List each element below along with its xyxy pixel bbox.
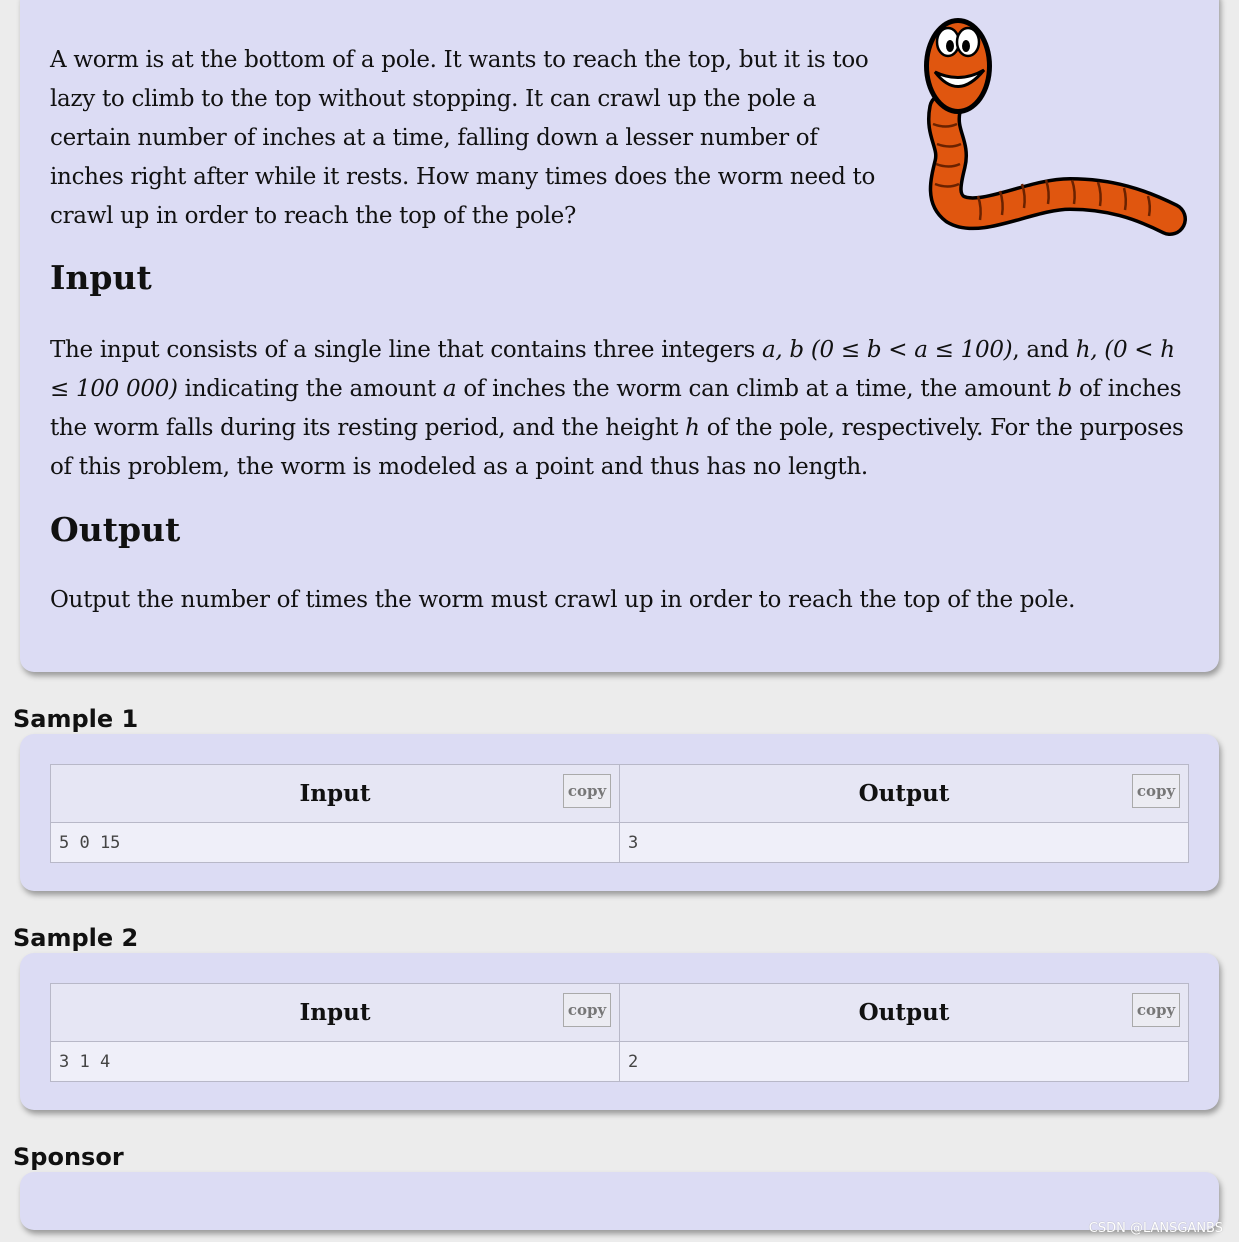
input-text-segment: of the pole, respectively. For the purposes of this problem, the worm is modeled as a point and thus has no length. (50, 415, 1184, 480)
watermark: CSDN @LANSGANBS (1088, 1221, 1223, 1236)
output-description: Output the number of times the worm must crawl up in order to reach the top of the pole. (50, 587, 1076, 613)
input-description (50, 331, 1190, 487)
sample-output-header (620, 984, 1189, 1042)
sample-output-value: 3 (620, 823, 1189, 863)
math-expression: a, b (0 ≤ b < a ≤ 100) (761, 337, 1013, 363)
sample-output-label: Output (858, 999, 950, 1026)
cartoon-worm-icon (900, 14, 1200, 244)
math-expression: h, (0 < h ≤ 100 000) (50, 337, 1175, 402)
sponsor-card (20, 1172, 1219, 1230)
sample-input-header (51, 765, 620, 823)
sample-data-row (51, 1042, 1189, 1082)
input-text-segment: The input consists of a single line that contains three integers (50, 337, 762, 363)
sample-input-label: Input (299, 999, 371, 1026)
sample-data-row (51, 823, 1189, 863)
input-text-segment: indicating the amount (177, 376, 443, 402)
sample-output-header (620, 765, 1189, 823)
sample-header-row (51, 765, 1189, 823)
input-text-segment: of inches the worm can climb at a time, the amount (456, 376, 1058, 402)
math-variable: b (1057, 376, 1072, 402)
input-text-segment: , and (1012, 337, 1076, 363)
sample-input-value: 3 1 4 (51, 1042, 620, 1082)
sample-table (50, 983, 1189, 1082)
input-heading: Input (50, 258, 152, 297)
sample-input-label: Input (299, 780, 371, 807)
sample-output-value: 2 (620, 1042, 1189, 1082)
copy-input-button[interactable]: copy (563, 774, 611, 808)
sample-input-header (51, 984, 620, 1042)
sample-output-label: Output (858, 780, 950, 807)
problem-statement: A worm is at the bottom of a pole. It wants to reach the top, but it is too lazy to climb to the top without stopping. It can crawl up the pole a certain number of inches at a time, falling down a lesser number of inches right after while it rests. How many times does the worm need to crawl up in order to reach the top of the pole? (50, 47, 875, 229)
output-heading: Output (50, 510, 181, 549)
sample-input-value: 5 0 15 (51, 823, 620, 863)
math-variable: a (442, 376, 457, 402)
input-text-segment: of inches the worm falls during its resting period, and the height (50, 376, 1182, 441)
sample-title: Sample 1 (13, 705, 139, 733)
math-variable: h (685, 415, 700, 441)
sample-table (50, 764, 1189, 863)
sample-title: Sample 2 (13, 924, 139, 952)
copy-output-button[interactable]: copy (1132, 774, 1180, 808)
sponsor-title: Sponsor (13, 1143, 124, 1171)
copy-input-button[interactable]: copy (563, 993, 611, 1027)
sample-header-row (51, 984, 1189, 1042)
sample-card (20, 734, 1219, 891)
problem-card (20, 0, 1219, 672)
copy-output-button[interactable]: copy (1132, 993, 1180, 1027)
sample-card (20, 953, 1219, 1110)
